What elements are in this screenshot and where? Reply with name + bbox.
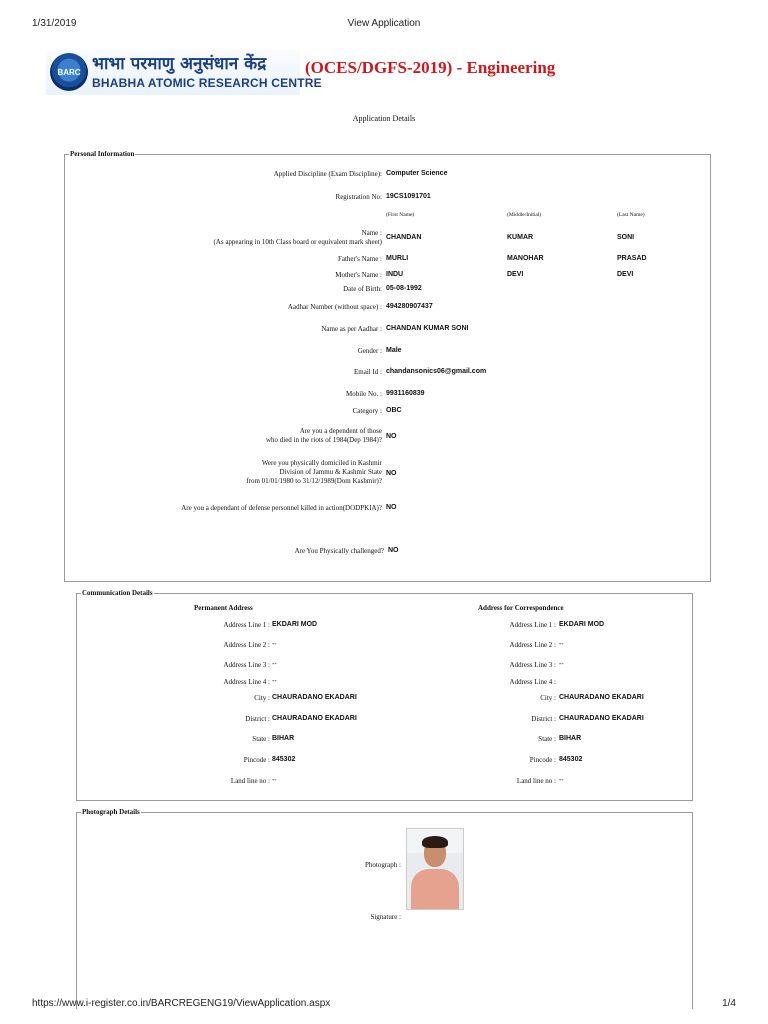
org-name-hindi: भाभा परमाणु अनुसंधान केंद्र bbox=[92, 54, 267, 74]
dep1984-value: NO bbox=[386, 433, 397, 440]
name-label: Name : bbox=[361, 229, 382, 237]
perm-landline-value: -- bbox=[272, 777, 277, 784]
dob-label: Date of Birth: bbox=[343, 285, 382, 293]
personal-information-legend: Personal Information bbox=[70, 150, 135, 158]
photograph-details-section bbox=[76, 808, 693, 1009]
dodpkia-label: Are you a dependant of defense personnel killed in action(DODPKIA)? bbox=[181, 504, 382, 512]
corr-line3-value: -- bbox=[559, 661, 564, 668]
barc-logo-text: BARC bbox=[57, 67, 81, 77]
corr-district-value: CHAURADANO EKADARI bbox=[559, 715, 644, 722]
registration-label: Registration No: bbox=[335, 193, 382, 201]
corr-line1-value: EKDARI MOD bbox=[559, 621, 605, 628]
photograph-details-legend: Photograph Details bbox=[82, 808, 140, 816]
registration-value: 19CS1091701 bbox=[386, 193, 431, 200]
name-sublabel: (As appearing in 10th Class board or equivalent mark sheet) bbox=[213, 238, 382, 246]
org-name-english: BHABHA ATOMIC RESEARCH CENTRE bbox=[92, 76, 322, 90]
barc-logo bbox=[50, 53, 88, 91]
ph-label: Are You Physically challenged? bbox=[294, 547, 384, 555]
perm-line2-label: Address Line 2 : bbox=[223, 641, 270, 649]
perm-landline-label: Land line no : bbox=[230, 777, 270, 785]
perm-district-label: District : bbox=[245, 715, 270, 723]
mobile-label: Mobile No. : bbox=[346, 390, 382, 398]
gender-value: Male bbox=[386, 347, 402, 354]
name-middle: KUMAR bbox=[507, 234, 534, 241]
perm-pincode-label: Pincode : bbox=[243, 756, 270, 764]
domkashmir-line2: Division of Jammu & Kashmir State bbox=[279, 468, 382, 476]
perm-line3-label: Address Line 3 : bbox=[223, 661, 270, 669]
name-last: SONI bbox=[617, 234, 635, 241]
print-url: https://www.i-register.co.in/BARCREGENG19/ViewApplication.aspx bbox=[32, 998, 331, 1009]
print-header bbox=[32, 18, 736, 32]
corr-city-value: CHAURADANO EKADARI bbox=[559, 694, 644, 701]
print-date: 1/31/2019 bbox=[32, 18, 77, 29]
category-value: OBC bbox=[386, 407, 402, 414]
barc-banner bbox=[46, 49, 322, 95]
corr-landline-label: Land line no : bbox=[516, 777, 556, 785]
perm-district-value: CHAURADANO EKADARI bbox=[272, 715, 357, 722]
middle-name-header: (Middle/Initial) bbox=[507, 212, 542, 218]
perm-line4-value: -- bbox=[272, 678, 277, 685]
domkashmir-line1: Were you physically domiciled in Kashmir bbox=[261, 459, 382, 467]
ph-value: NO bbox=[388, 547, 399, 554]
corr-landline-value: -- bbox=[559, 777, 564, 784]
perm-state-label: State : bbox=[252, 735, 270, 743]
communication-details-legend: Communication Details bbox=[82, 589, 153, 597]
corr-line2-label: Address Line 2 : bbox=[509, 641, 556, 649]
dob-value: 05-08-1992 bbox=[386, 285, 422, 292]
correspondence-address-title: Address for Correspondence bbox=[478, 604, 564, 612]
perm-city-label: City : bbox=[254, 694, 270, 702]
print-footer bbox=[32, 998, 736, 1012]
perm-city-value: CHAURADANO EKADARI bbox=[272, 694, 357, 701]
perm-line1-label: Address Line 1 : bbox=[223, 621, 270, 629]
perm-line1-value: EKDARI MOD bbox=[272, 621, 318, 628]
first-name-header: (First Name) bbox=[386, 212, 415, 218]
permanent-address-title: Permanent Address bbox=[194, 604, 253, 612]
last-name-header: (Last Name) bbox=[617, 212, 645, 218]
aadhar-name-value: CHANDAN KUMAR SONI bbox=[386, 325, 469, 332]
corr-line1-label: Address Line 1 : bbox=[509, 621, 556, 629]
signature-label: Signature : bbox=[370, 913, 401, 921]
perm-state-value: BIHAR bbox=[272, 735, 295, 742]
perm-line4-label: Address Line 4 : bbox=[223, 678, 270, 686]
photo-shirt bbox=[411, 869, 459, 910]
dep1984-question bbox=[266, 427, 382, 445]
photo-hair bbox=[422, 836, 448, 848]
dep1984-line1: Are you a dependent of those bbox=[299, 427, 382, 435]
gender-label: Gender : bbox=[357, 347, 382, 355]
corr-line3-label: Address Line 3 : bbox=[509, 661, 556, 669]
discipline-value: Computer Science bbox=[386, 170, 448, 177]
category-label: Category : bbox=[352, 407, 382, 415]
domkashmir-question bbox=[246, 459, 382, 486]
mother-first: INDU bbox=[386, 271, 404, 278]
father-first: MURLI bbox=[386, 255, 409, 262]
email-label: Email Id : bbox=[354, 368, 382, 376]
email-value: chandansonics06@gmail.com bbox=[386, 368, 487, 375]
corr-district-label: District : bbox=[531, 715, 556, 723]
father-last: PRASAD bbox=[617, 255, 647, 262]
name-first: CHANDAN bbox=[386, 234, 422, 241]
photograph-label: Photograph : bbox=[365, 861, 401, 869]
page-heading: Application Details bbox=[352, 114, 416, 123]
father-middle: MANOHAR bbox=[507, 255, 544, 262]
mother-middle: DEVI bbox=[507, 271, 524, 278]
print-page-number: 1/4 bbox=[722, 998, 736, 1009]
mobile-value: 9931160839 bbox=[386, 390, 425, 397]
dep1984-line2: who died in the riots of 1984(Dep 1984)? bbox=[265, 436, 382, 444]
aadhar-name-label: Name as per Aadhar : bbox=[321, 325, 382, 333]
print-title: View Application bbox=[347, 18, 421, 29]
domkashmir-line3: from 01/01/1980 to 31/12/1989(Dom Kashmir)? bbox=[246, 477, 382, 485]
corr-state-value: BIHAR bbox=[559, 735, 582, 742]
dodpkia-value: NO bbox=[386, 504, 397, 511]
exam-title: (OCES/DGFS-2019) - Engineering bbox=[305, 58, 556, 77]
mother-label: Mother's Name : bbox=[335, 271, 382, 279]
corr-city-label: City : bbox=[540, 694, 556, 702]
perm-line2-value: -- bbox=[272, 641, 277, 648]
corr-line2-value: -- bbox=[559, 641, 564, 648]
perm-pincode-value: 845302 bbox=[272, 756, 296, 763]
corr-line4-label: Address Line 4 : bbox=[509, 678, 556, 686]
perm-line3-value: -- bbox=[272, 661, 277, 668]
corr-pincode-label: Pincode : bbox=[529, 756, 556, 764]
aadhar-value: 494280907437 bbox=[386, 303, 433, 310]
applicant-photo bbox=[406, 828, 464, 910]
domkashmir-value: NO bbox=[386, 470, 397, 477]
aadhar-label: Aadhar Number (without space) : bbox=[287, 303, 382, 311]
father-label: Father's Name : bbox=[337, 255, 382, 263]
discipline-label: Applied Discipline (Exam Discipline): bbox=[273, 170, 382, 178]
mother-last: DEVI bbox=[617, 271, 634, 278]
corr-pincode-value: 845302 bbox=[559, 756, 583, 763]
corr-state-label: State : bbox=[538, 735, 556, 743]
